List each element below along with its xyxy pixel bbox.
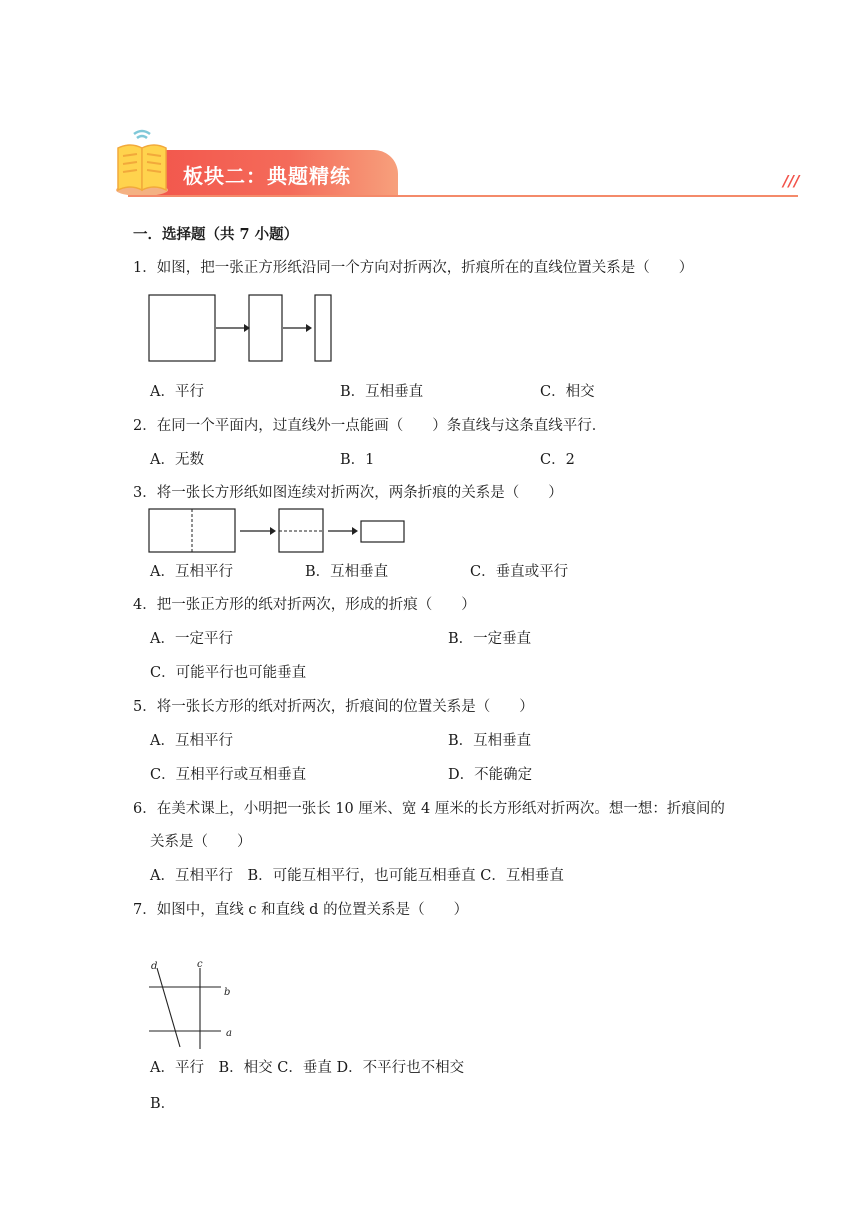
question-5-option-c[interactable]: C．互相平行或互相垂直 <box>150 767 307 783</box>
question-1-option-a[interactable]: A．平行 <box>150 384 204 400</box>
question-1-option-c[interactable]: C．相交 <box>540 384 595 400</box>
question-4-option-b[interactable]: B．一定垂直 <box>448 631 532 647</box>
header-divider <box>128 195 798 197</box>
question-5-option-a[interactable]: A．互相平行 <box>150 733 233 749</box>
question-1-option-b[interactable]: B．互相垂直 <box>340 384 424 400</box>
section-title: 板块二：典题精练 <box>183 164 351 188</box>
question-2-option-b[interactable]: B．1 <box>340 452 375 468</box>
question-5-option-d[interactable]: D．不能确定 <box>448 767 533 783</box>
question-5-option-b[interactable]: B．互相垂直 <box>448 733 532 749</box>
question-4-option-a[interactable]: A．一定平行 <box>150 631 233 647</box>
header-decor: /// <box>783 172 800 190</box>
question-4-option-c[interactable]: C．可能平行也可能垂直 <box>150 665 307 681</box>
label-d: d <box>151 961 158 972</box>
question-3-option-a[interactable]: A．互相平行 <box>150 564 233 580</box>
question-4-stem: 4．把一张正方形的纸对折两次，形成的折痕（ ） <box>133 597 476 613</box>
label-c: c <box>197 959 203 970</box>
question-3-option-b[interactable]: B．互相垂直 <box>305 564 389 580</box>
label-a: a <box>226 1028 232 1039</box>
question-1-figure <box>148 294 338 364</box>
question-7-answer: B． <box>150 1096 176 1112</box>
question-3-option-c[interactable]: C．垂直或平行 <box>470 564 569 580</box>
question-3-figure <box>148 508 408 554</box>
question-1-stem: 1．如图，把一张正方形纸沿同一个方向对折两次，折痕所在的直线位置关系是（ ） <box>133 260 694 276</box>
question-6-stem: 6．在美术课上，小明把一张长 10 厘米、宽 4 厘米的长方形纸对折两次。想一想：折痕间的 <box>133 801 725 817</box>
question-3-stem: 3．将一张长方形纸如图连续对折两次，两条折痕的关系是（ ） <box>133 485 563 501</box>
question-6-options[interactable]: A．互相平行 B．可能互相平行，也可能互相垂直 C．互相垂直 <box>150 868 564 884</box>
question-7-stem: 7．如图中，直线 c 和直线 d 的位置关系是（ ） <box>133 902 469 918</box>
question-2-stem: 2．在同一个平面内，过直线外一点能画（ ）条直线与这条直线平行． <box>133 418 607 434</box>
label-b: b <box>224 987 231 998</box>
question-7-figure <box>145 955 245 1050</box>
question-7-options[interactable]: A．平行 B．相交 C．垂直 D．不平行也不相交 <box>150 1060 465 1076</box>
question-2-option-c[interactable]: C．2 <box>540 452 575 468</box>
book-icon <box>112 126 172 198</box>
question-2-option-a[interactable]: A．无数 <box>150 452 204 468</box>
question-5-stem: 5．将一张长方形的纸对折两次，折痕间的位置关系是（ ） <box>133 699 534 715</box>
section-heading: 一．选择题（共 7 小题） <box>133 226 299 243</box>
question-6-stem-cont: 关系是（ ） <box>150 834 252 850</box>
